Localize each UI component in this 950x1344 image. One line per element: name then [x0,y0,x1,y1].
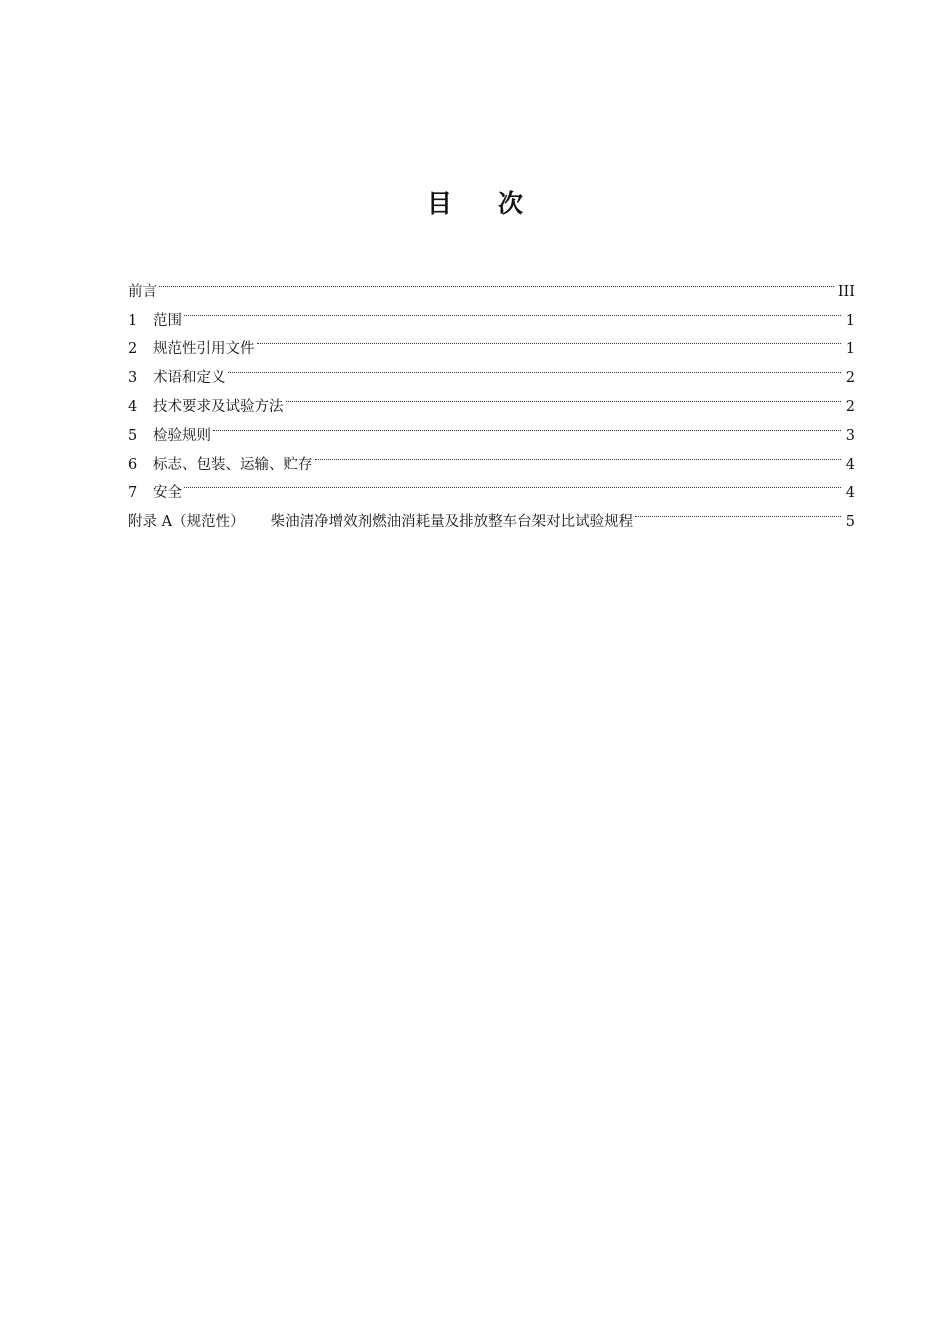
toc-entry-page: III [837,283,855,300]
toc-entry-page: 1 [845,312,855,329]
toc-entry-label: 前言 [128,283,157,300]
toc-entry-technical-requirements[interactable] [128,382,855,415]
toc-entry-label: 范围 [153,312,182,329]
toc-entry-label: 技术要求及试验方法 [153,398,284,415]
toc-entry-number: 6 [128,456,138,473]
toc-dot-leader [257,325,842,354]
toc-entry-number: 1 [128,312,138,329]
toc-dot-leader [184,469,841,498]
toc-entry-foreword[interactable] [128,267,855,300]
toc-entry-label: 标志、包装、运输、贮存 [153,456,313,473]
toc-dot-leader [635,497,841,526]
table-of-contents [128,267,855,531]
toc-entry-safety[interactable] [128,469,855,502]
toc-entry-scope[interactable] [128,296,855,329]
toc-title-char-1: 目 [426,189,452,218]
toc-entry-page: 4 [845,456,855,473]
toc-entry-label: 安全 [153,485,182,502]
toc-entry-annex-a[interactable] [128,497,855,531]
toc-dot-leader [228,353,842,382]
toc-entry-label: 规范性引用文件 [153,341,255,358]
toc-entry-page: 3 [845,427,855,444]
toc-dot-leader [315,440,842,469]
toc-entry-number: 5 [128,427,138,444]
toc-title-char-2: 次 [498,189,524,218]
toc-dot-leader [286,382,842,411]
toc-title [0,186,950,222]
toc-annex-tag: 附录 A（规范性） [128,514,245,531]
toc-entry-page: 5 [845,514,855,531]
toc-entry-page: 4 [845,485,855,502]
toc-dot-leader [213,411,841,440]
toc-entry-label: 检验规则 [153,427,211,444]
toc-entry-inspection-rules[interactable] [128,411,855,444]
toc-entry-page: 2 [845,370,855,387]
toc-entry-number: 4 [128,398,138,415]
toc-entry-label: 术语和定义 [153,370,226,387]
toc-entry-marking-packaging[interactable] [128,440,855,473]
toc-entry-number: 2 [128,341,138,358]
toc-entry-number: 7 [128,485,138,502]
toc-entry-label: 柴油清净增效剂燃油消耗量及排放整车台架对比试验规程 [270,514,634,531]
toc-entry-terms-definitions[interactable] [128,353,855,387]
toc-dot-leader [184,296,841,325]
toc-entry-page: 1 [845,341,855,358]
toc-entry-number: 3 [128,370,138,387]
toc-entry-normative-references[interactable] [128,325,855,358]
toc-entry-page: 2 [845,398,855,415]
toc-dot-leader [159,267,834,296]
